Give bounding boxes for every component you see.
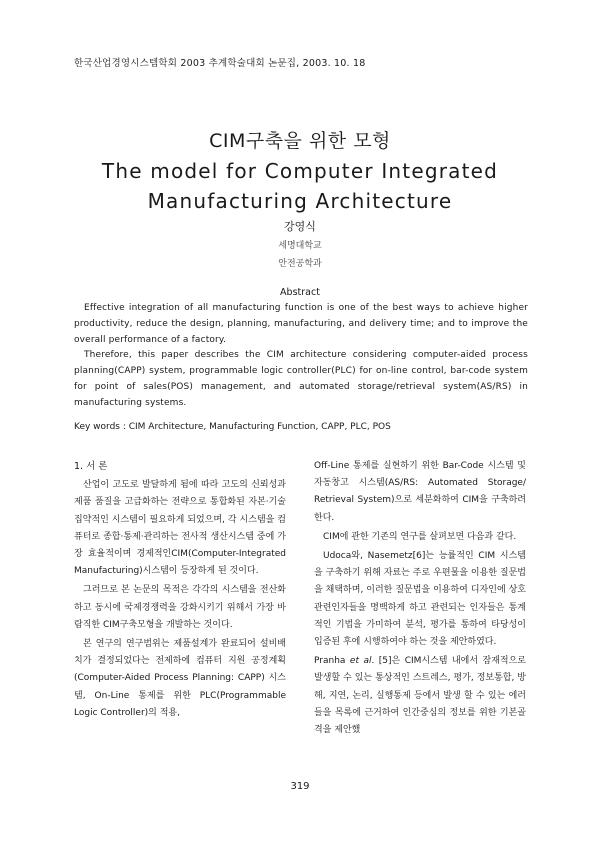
abstract-body	[74, 301, 528, 412]
abstract-title: Abstract	[280, 287, 320, 298]
title-english-line-2: Manufacturing Architecture	[147, 189, 453, 213]
citation-author: Pranha	[314, 656, 346, 667]
citation-et-al: et al	[349, 656, 372, 667]
affiliation-university: 세명대학교	[278, 241, 322, 251]
abstract-paragraph-1: Effective integration of all manufacturing function is one of the best ways to achieve higher productivity, reduce the design, planning, manufacturing, and delivery time; and to improve the overall performance of a factory.	[74, 303, 528, 345]
affiliation-department: 안전공학과	[278, 259, 322, 269]
abstract-paragraph-2: Therefore, this paper describes the CIM architecture considering computer-aided process planning(CAPP) system, programmable logic controller(PLC) for on-line control, bar-code system for point of sales(POS) management, and automated storage/retrieval system(AS/RS) in manufacturing systems.	[74, 350, 528, 408]
body-paragraph-citation	[314, 653, 526, 739]
citation-text: . [5]은 CIM시스템 내에서 잠재적으로 발생할 수 있는 통상적인 스트레스, 평가, 정보통합, 방해, 지연, 논리, 실행통제 등에서 발생 할 수 있는 에러들을 목록에 근거하여 인간중심의 정보를 위한 기본골격을 제안했	[314, 656, 526, 736]
title-block	[0, 128, 600, 216]
right-column	[314, 458, 526, 741]
left-column	[74, 458, 286, 724]
body-paragraph: Off-Line 통제를 실현하기 위한 Bar-Code 시스템 및 자동창고 시스템(AS/RS: Automated Storage/ Retrieval System)으로 세분화하여 CIM을 구축하려한다.	[314, 461, 526, 523]
keywords: Key words : CIM Architecture, Manufacturing Function, CAPP, PLC, POS	[74, 422, 391, 432]
page-number: 319	[290, 781, 310, 792]
title-korean: CIM구축을 위한 모형	[209, 130, 391, 152]
title-english-line-1: The model for Computer Integrated	[101, 159, 499, 183]
body-paragraph: CIM에 관한 기존의 연구를 살펴보면 다음과 같다.	[323, 531, 517, 542]
body-paragraph: Udoca와, Nasemetz[6]는 능률적인 CIM 시스템을 구축하기 위해 자료는 주로 우편물을 이용한 질문법을 채택하며, 이러한 질문법을 이용하여 디자인에 상호 관련인자들을 명백하게 하고 관련되는 인자들은 통계적인 기법을 가미하여 분석, 평가를 통하여 타당성이 입증된 후에 시행하여야 하는 것을 제안하였다.	[314, 551, 526, 648]
section-heading-introduction: 1. 서 론	[74, 461, 108, 472]
author-name: 강영식	[284, 220, 316, 233]
body-paragraph: 그러므로 본 논문의 목적은 각각의 시스템을 전산화하고 동시에 국제경쟁력을 강화시키기 위해서 가장 바람직한 CIM구축모형을 개발하는 것이다.	[74, 585, 286, 630]
running-header: 한국산업경영시스템학회 2003 추계학술대회 논문집, 2003. 10. 18	[74, 58, 366, 69]
body-paragraph: 본 연구의 연구범위는 제품설계가 완료되어 설비배치가 결정되었다는 전제하에 컴퓨터 지원 공정계획(Computer-Aided Process Planning: CAPP) 시스템, On-Line 통제를 위한 PLC(Programmable Logic Controller)의 적용,	[74, 639, 286, 718]
body-paragraph: 산업이 고도로 발달하게 됨에 따라 고도의 신뢰성과 제품 품질을 고급화하는 전략으로 통합화된 자본·기술 집약적인 시스템이 필요하게 되었으며, 각 시스템을 컴퓨터로 종합·통제·관리하는 전사적 생산시스템 중에 가장 효율적이며 경제적인CIM(Computer-Integrated Manufacturing)시스템이 등장하게 된 것이다.	[74, 480, 286, 577]
